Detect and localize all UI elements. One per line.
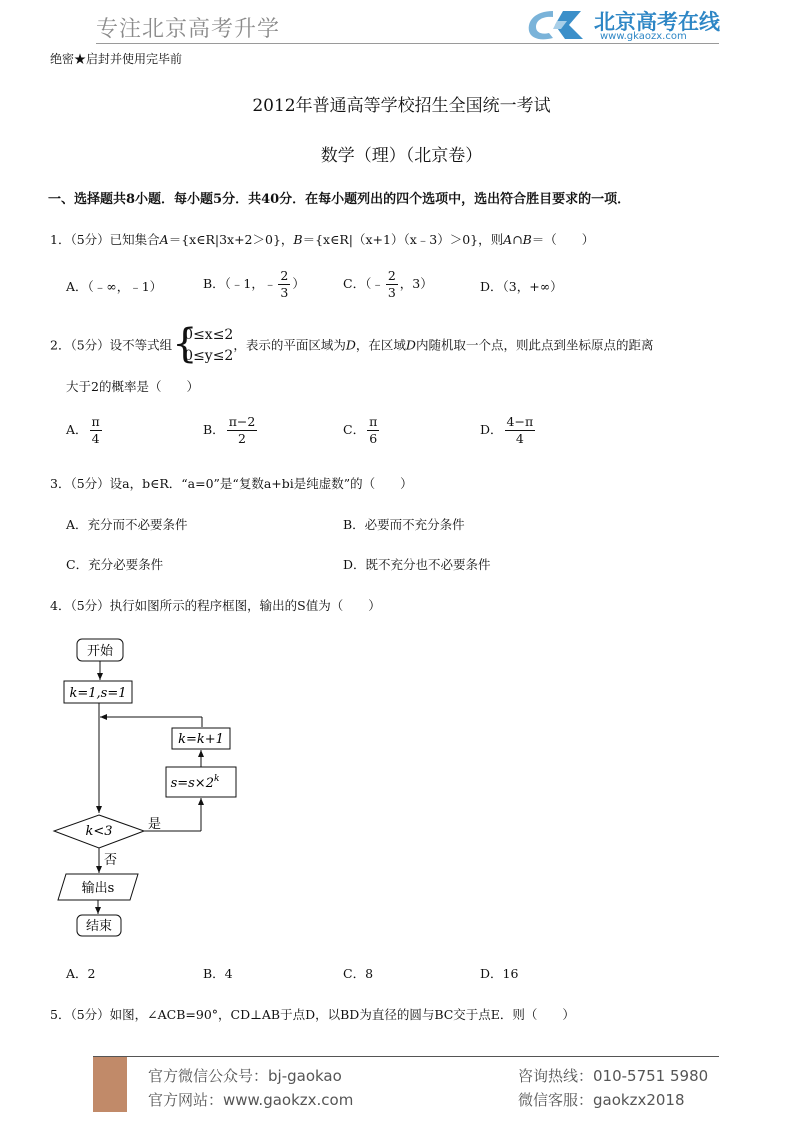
q3-option-b: B．必要而不充分条件 xyxy=(343,517,465,532)
q1-option-a: A．（﹣∞，﹣1） xyxy=(66,279,163,294)
q2-text: 内随机取一个点，则此点到坐标原点的距离 xyxy=(415,337,654,353)
flowchart xyxy=(50,635,250,945)
footer-accent-block xyxy=(93,1057,127,1112)
q2-option-a-fraction xyxy=(90,414,102,447)
question-2-stem-cont: 大于2的概率是（ ） xyxy=(66,379,199,394)
q2-text: ，在区域 xyxy=(355,337,406,353)
fraction-denominator: 4 xyxy=(515,431,524,446)
q1-text: ＝{x∈R|（x+1）（x﹣3）＞0}，则 xyxy=(302,232,504,247)
fraction-numerator: π xyxy=(91,414,100,429)
q4-option-b: B．4 xyxy=(203,966,233,981)
q1-option-d: D．（3，+∞） xyxy=(480,279,563,294)
fraction-denominator: 3 xyxy=(280,285,289,300)
fraction-numerator: 2 xyxy=(387,268,396,283)
q2-option-d-fraction xyxy=(505,414,536,447)
q2-text: 2．（5分）设不等式组 xyxy=(50,337,173,353)
q2-option-b xyxy=(203,414,259,447)
q1-text: 1．（5分）已知集合 xyxy=(50,232,160,247)
q1-option-b-fraction xyxy=(278,268,290,301)
q2-option-d xyxy=(480,414,537,447)
q2-inequality-1: 0≤x≤2 xyxy=(184,327,234,343)
q1-option-b-sign: ﹣ xyxy=(263,276,277,291)
q2-text: ，表示的平面区域为 xyxy=(233,337,346,353)
q1-text: ＝（ ） xyxy=(531,232,595,247)
q1-option-c-text: C．（ xyxy=(343,276,372,291)
flow-update-label xyxy=(171,774,220,791)
q1-intersection: A∩B xyxy=(503,232,532,247)
footer-wechat-service: 微信客服：gaokzx2018 xyxy=(518,1091,685,1109)
q2-inequality-2: 0≤y≤2 xyxy=(184,348,234,364)
flow-init-label: k=1,s=1 xyxy=(69,686,127,701)
flow-yes-label: 是 xyxy=(148,817,162,832)
q1-option-b-text: ） xyxy=(292,276,305,291)
exam-subtitle: 数学（理）（北京卷） xyxy=(320,146,483,166)
footer-website: 官方网站：www.gaokzx.com xyxy=(148,1091,354,1109)
confidential-note: 绝密★启封并使用完毕前 xyxy=(50,52,183,66)
q3-option-a: A．充分而不必要条件 xyxy=(66,517,188,532)
footer-wechat-public: 官方微信公众号：bj-gaokao xyxy=(148,1067,342,1085)
flow-condition-label: k<3 xyxy=(85,824,113,839)
q2-option-a xyxy=(66,414,104,447)
logo-name: 北京高考在线 xyxy=(594,10,720,34)
header-divider xyxy=(96,43,719,44)
option-label: B． xyxy=(203,422,225,437)
header-slogan: 专注北京高考升学 xyxy=(96,17,281,42)
option-label: D． xyxy=(480,422,503,437)
q2-option-c xyxy=(343,414,381,447)
flow-increment-label: k=k+1 xyxy=(178,732,224,747)
flow-no-label: 否 xyxy=(104,853,118,868)
question-3-stem: 3．（5分）设a，b∈R．“a=0”是“复数a+bi是纯虚数”的（ ） xyxy=(50,476,413,491)
question-4-stem: 4．（5分）执行如图所示的程序框图，输出的S值为（ ） xyxy=(50,598,381,613)
left-brace-icon: { xyxy=(172,321,198,367)
fraction-numerator: 2 xyxy=(280,268,289,283)
fraction-denominator: 4 xyxy=(91,431,100,446)
option-label: A． xyxy=(66,422,88,437)
fraction-denominator: 6 xyxy=(369,431,378,446)
section-heading: 一、选择题共8小题．每小题5分．共40分．在每小题列出的四个选项中，选出符合胜目要求的一项． xyxy=(48,192,631,207)
q1-option-c-sign: ﹣ xyxy=(371,276,384,291)
option-label: C． xyxy=(343,422,366,437)
q3-option-c: C．充分必要条件 xyxy=(66,557,164,572)
flow-end-label: 结束 xyxy=(85,919,113,934)
footer-divider xyxy=(93,1056,719,1057)
flow-output-label: 输出s xyxy=(81,881,115,896)
q2-inequality-system xyxy=(172,321,234,367)
logo-icon xyxy=(523,7,591,43)
fraction-numerator: 4−π xyxy=(506,414,534,429)
question-5-stem: 5．（5分）如图，∠ACB=90°，CD⊥AB于点D，以BD为直径的圆与BC交于点E．则（ ） xyxy=(50,1007,575,1022)
flow-update-expr: s=s×2 xyxy=(170,776,214,791)
q1-option-b xyxy=(203,268,305,301)
question-2-stem xyxy=(50,321,654,367)
q4-option-a: A．2 xyxy=(66,966,96,981)
flow-update-exponent: k xyxy=(213,774,220,784)
logo-url: www.gkaozx.com xyxy=(600,31,687,42)
flow-start-label: 开始 xyxy=(86,644,114,659)
q2-region: D xyxy=(345,337,356,353)
q4-option-d: D．16 xyxy=(480,966,519,981)
q4-option-c: C．8 xyxy=(343,966,374,981)
fraction-denominator: 2 xyxy=(238,431,246,446)
q1-option-c-text: ，3） xyxy=(399,276,433,291)
q2-option-b-fraction xyxy=(227,414,258,447)
q3-option-d: D．既不充分也不必要条件 xyxy=(343,557,491,572)
q1-text: ＝{x∈R|3x+2＞0}， xyxy=(168,232,294,247)
q1-set-a: A xyxy=(159,232,169,247)
fraction-denominator: 3 xyxy=(387,285,396,300)
question-1-stem xyxy=(50,230,594,248)
q1-option-b-text: B．（﹣1， xyxy=(203,276,264,291)
fraction-numerator: π−2 xyxy=(228,414,256,429)
fraction-numerator: π xyxy=(369,414,378,429)
q1-option-c-fraction xyxy=(386,268,398,301)
footer-hotline: 咨询热线：010-5751 5980 xyxy=(518,1067,709,1085)
q1-option-c xyxy=(343,268,433,301)
q1-set-b: B xyxy=(293,232,303,247)
q2-option-c-fraction xyxy=(367,414,379,447)
exam-title: 2012年普通高等学校招生全国统一考试 xyxy=(252,96,551,116)
q2-region: D xyxy=(405,337,416,353)
